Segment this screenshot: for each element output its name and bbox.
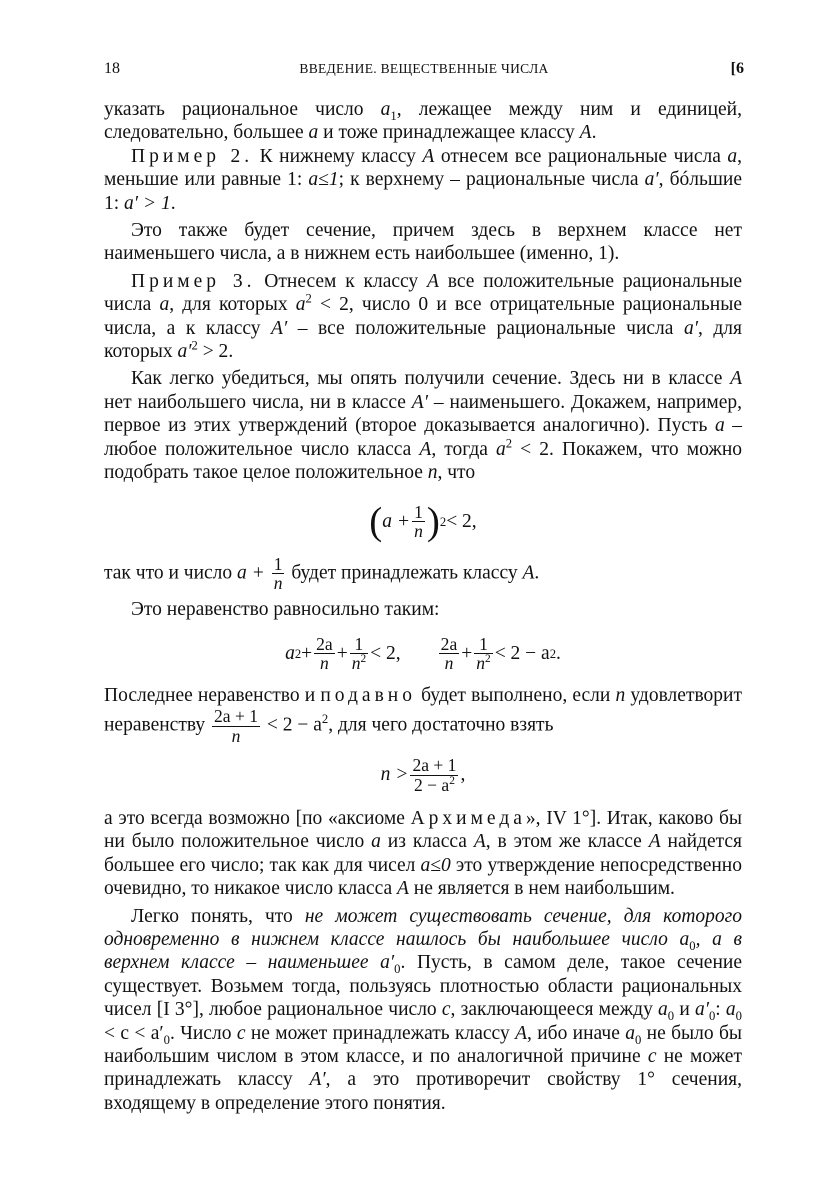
section-number: [6 (730, 60, 744, 77)
paragraph-equivalent: Это неравенство равносильно таким: (131, 599, 440, 621)
formula-expanded-inequalities: a 2 + $\frac{2a}{n}$ + $\frac{1}{n^2}$ < 2, $\frac{2a}{n}$ + $\frac{1}{n^2}$ < 2 − a 2 . (285, 633, 561, 674)
paragraph-example-2: Пример 2. К нижнему классу A отнесем все рациональные числа a, меньшие или равные 1: a≤1; к верхнему – рациональные числа a′, бóльшие 1: a′ > 1. (104, 145, 742, 214)
paragraph-so-that: так что и число a + $\frac{1}{n}$ будет принадлежать классу A. (104, 553, 540, 593)
paragraph-example-3: Пример 3. Отнесем к классу A все положительные рациональные числа a, для которых $a^2 < 2$, число 0 и все отрицательные рациональные числа, а к классу A′ – все положительные рациональные числа a′, для которых $a'^2 > 2$. (104, 270, 743, 363)
paragraph-cut-note: Это также будет сечение, причем здесь в верхнем классе нет наименьшего числа, а в нижнем есть наибольшее (именно, 1). (104, 220, 742, 265)
page-header (104, 60, 744, 84)
formula-n-bound: n > $\frac{2a + 1}{2 - a^2}$ , (380, 755, 466, 795)
page-number: 18 (104, 60, 120, 77)
paragraph-conclusion: Легко понять, что не может существовать сечение, для которого одновременно в нижнем классе нашлось бы наибольшее число $a_0$, а в верхнем классе – наименьшее $a'_0$. Пусть, в самом деле, такое сечение существует. Возьмем тогда, пользуясь плотностью области рациональных чисел [I 3°], любое рациональное число c, заключающееся между $a_0$ и $a'_0$: $a_0 < c < a'_0$. Число c не может принадлежать классу A, ибо иначе $a_0$ не было бы наибольшим числом в этом классе, и по аналогичной причине c не может принадлежать классу A′, а это противоречит свойству 1° сечения, входящему в определение этого понятия. (104, 905, 743, 1114)
paragraph-proof: Как легко убедиться, мы опять получили сечение. Здесь ни в классе A нет наибольшего числа, ни в классе A′ – наименьшего. Докажем, например, первое из этих утверждений (второе доказывается аналогично). Пусть a – любое положительное число класса A, тогда $a^2 < 2$. Покажем, что можно подобрать такое целое положительное n, что (104, 368, 742, 484)
paragraph-last-inequality: Последнее неравенство и подавно будет выполнено, если n удовлетворит неравенству $\frac{2a + 1}{n}$ < $2 - a^2$, для чего достаточно взять (104, 684, 742, 746)
body-text (104, 98, 742, 1115)
running-title: ВВЕДЕНИЕ. ВЕЩЕСТВЕННЫЕ ЧИСЛА (299, 61, 549, 76)
paragraph-continuation: указать рациональное число $a_1$, лежащее между ним и единицей, следовательно, большее a и тоже принадлежащее классу A. (104, 99, 742, 144)
formula-square-inequality: ( a + $\frac{1}{n}$ ) 2 < 2, (369, 500, 477, 543)
paragraph-archimedes: а это всегда возможно [по «аксиоме Архимеда», IV 1°]. Итак, каково бы ни было положительное число a из класса A, в этом же классе A найдется большее его число; так как для чисел a≤0 это утверждение непосредственно очевидно, то никакое число класса A не является в нем наибольшим. (104, 808, 743, 900)
